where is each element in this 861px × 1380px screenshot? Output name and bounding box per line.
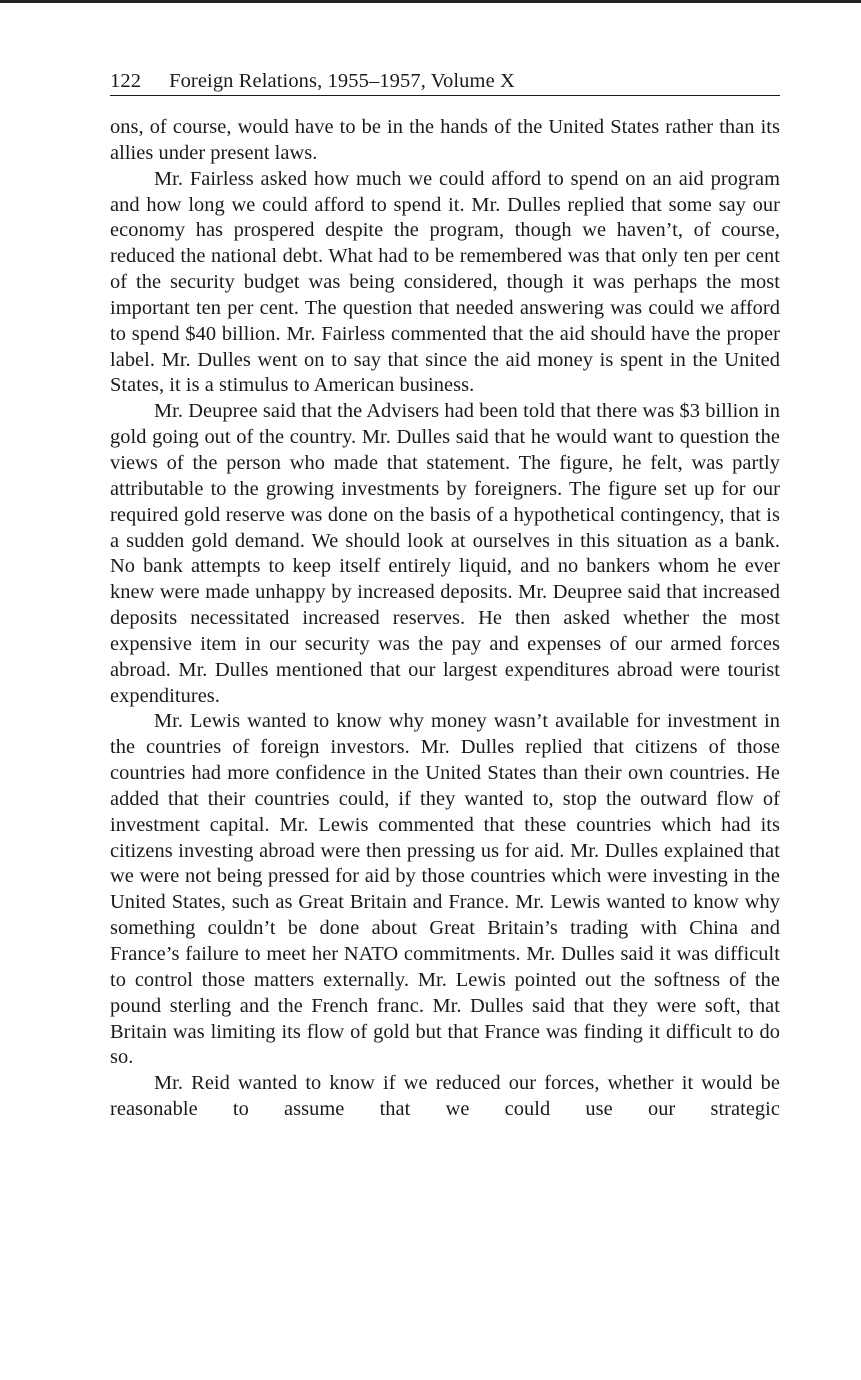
- paragraph-fairless: Mr. Fairless asked how much we could afford to spend on an aid program and how long we could afford to spend it. Mr. Dulles replied that some say our economy has prospered despite the program, though we haven’t, of course, reduced the national debt. What had to be remembered was that only ten per cent of the security budget was being considered, though it was perhaps the most important ten per cent. The question that needed answering was could we afford to spend $40 billion. Mr. Fairless commented that the aid should have the proper label. Mr. Dulles went on to say that since the aid money is spent in the United States, it is a stimulus to American business.: [110, 167, 780, 397]
- paragraph-deupree: Mr. Deupree said that the Advisers had been told that there was $3 billion in gold going out of the country. Mr. Dulles said that he would want to question the views of the person who made that statement. The figure, he felt, was partly attributable to the growing investments by foreigners. The figure set up for our required gold reserve was done on the basis of a hypothetical contingency, that is a sudden gold demand. We should look at ourselves in this situation as a bank. No bank attempts to keep itself entirely liquid, and no bankers whom he ever knew were made unhappy by increased deposits. Mr. Deupree said that increased deposits necessitated increased reserves. He then asked whether the most expensive item in our security was the pay and expenses of our armed forces abroad. Mr. Dulles mentioned that our largest expenditures abroad were tourist expenditures.: [110, 400, 780, 707]
- body-text: [110, 115, 780, 1123]
- top-border-rule: [0, 0, 861, 3]
- running-header: [110, 68, 780, 96]
- paragraph-lewis: Mr. Lewis wanted to know why money wasn’t available for investment in the countries of foreign investors. Mr. Dulles replied that citizens of those countries had more confidence in the United States than their own countries. He added that their countries could, if they wanted to, stop the outward flow of investment capital. Mr. Lewis commented that these countries which had its citizens investing abroad were then pressing us for aid. Mr. Dulles explained that we were not being pressed for aid by those countries which were investing in the United States, such as Great Britain and France. Mr. Lewis wanted to know why something couldn’t be done about Great Britain’s trading with China and France’s failure to meet her NATO commitments. Mr. Dulles said it was difficult to control those matters externally. Mr. Lewis pointed out the softness of the pound sterling and the French franc. Mr. Dulles said that they were soft, that Britain was limiting its flow of gold but that France was finding it difficult to do so.: [110, 710, 780, 1069]
- running-title: Foreign Relations, 1955–1957, Volume X: [169, 70, 515, 92]
- document-page: [110, 68, 780, 1123]
- paragraph-reid: Mr. Reid wanted to know if we reduced our forces, whether it would be reasonable to assume that we could use our strategic: [110, 1072, 780, 1121]
- page-number: 122: [110, 70, 142, 92]
- paragraph-continued: ons, of course, would have to be in the hands of the United States rather than its allies under present laws.: [110, 116, 780, 164]
